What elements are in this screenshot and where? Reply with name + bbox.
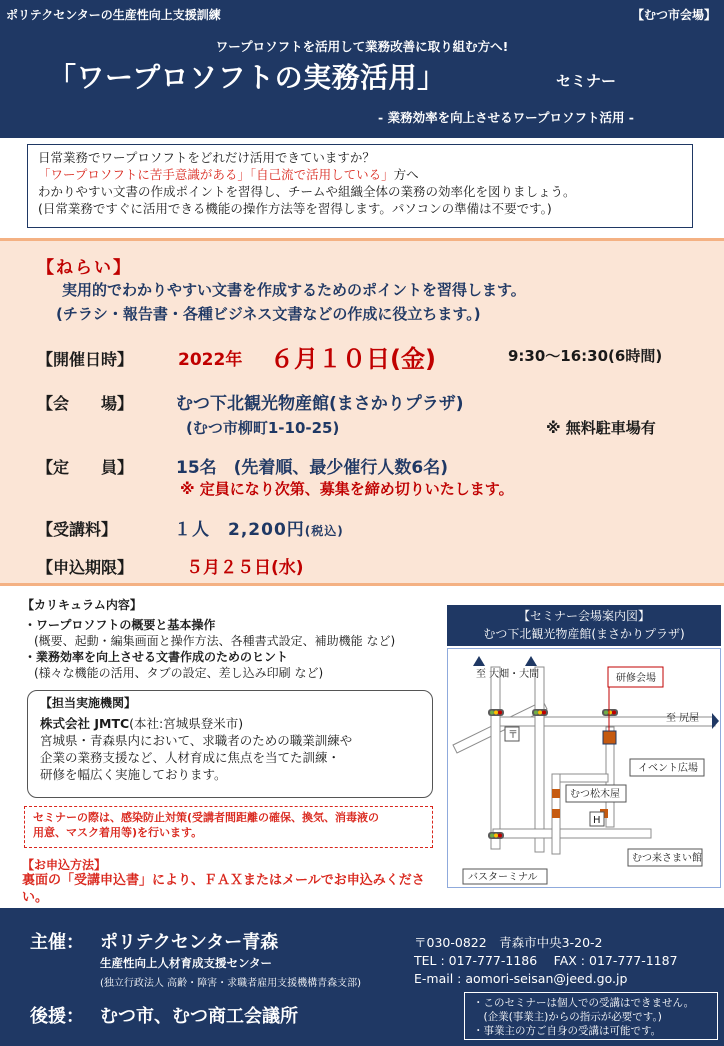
intro-line-2-tail: 方へ <box>393 167 419 182</box>
capacity-label: 【定 員】 <box>37 458 134 477</box>
host-label: 主催： <box>30 932 84 953</box>
curriculum-item-1-detail: (概要、起動・編集画面と操作方法、各種書式設定、補助機能 など) <box>34 634 396 648</box>
label-east: 至 尻屋 <box>666 713 700 724</box>
date-label: 【開催日時】 <box>37 350 134 369</box>
postal-address: 〒030-0822 青森市中央3-20-2 <box>414 935 603 950</box>
footer-note-1: ・このセミナーは個人での受講はできません。 <box>473 997 695 1009</box>
apply-heading: 【お申込方法】 <box>22 858 107 872</box>
label-event: イベント広場 <box>638 763 698 774</box>
map-header <box>447 605 721 646</box>
label-store: むつ松木屋 <box>570 789 620 800</box>
capacity-note: ※ 定員になり次第、募集を締め切りいたします。 <box>180 480 514 498</box>
intro-line-1: 日常業務でワープロソフトをどれだけ活用できていますか？ <box>38 150 375 165</box>
fee-amount: １人 2,200円 <box>174 520 305 540</box>
map-title: 【セミナー会場案内図】 <box>517 609 650 623</box>
header-subtitle: ワープロソフトを活用して業務改善に取り組む方へ! <box>215 39 509 54</box>
organization-box <box>27 690 433 798</box>
venue-label: 【会 場】 <box>37 394 134 413</box>
fee-value <box>174 515 344 540</box>
east-arrow <box>712 713 719 729</box>
deadline-value: ５月２５日(水) <box>186 558 304 578</box>
host-sub-2: (独立行政法人 高齢・障害・求職者雇用支援機構青森支部) <box>100 978 361 989</box>
label-north: 至 大畑・大間 <box>476 669 540 680</box>
road-vertical-west <box>491 667 500 849</box>
date-day: ６月１０日(金) <box>270 345 436 373</box>
venue-map <box>447 648 721 888</box>
road-lower <box>493 829 651 838</box>
venue-tag: 【むつ市会場】 <box>631 8 716 22</box>
curriculum-item-2-detail: (様々な機能の活用、タブの設定、差し込み印刷 など) <box>34 666 324 680</box>
details-section <box>0 238 724 586</box>
tel-fax: TEL : 017-777-1186 FAX : 017-777-1187 <box>414 953 678 968</box>
aim-heading: 【ねらい】 <box>37 258 132 278</box>
organization-heading: 【担当実施機関】 <box>40 696 137 710</box>
curriculum-item-2: ・業務効率を向上させる文書作成のためのヒント <box>24 650 289 664</box>
header-tagline: - 業務効率を向上させるワープロソフト活用 - <box>378 110 634 125</box>
road-connector <box>560 774 608 782</box>
building-2 <box>552 809 560 818</box>
curriculum-heading: 【カリキュラム内容】 <box>22 598 142 612</box>
building-1 <box>552 789 560 798</box>
post-label: 〒 <box>508 730 518 741</box>
intro-highlight: 「ワープロソフトに苦手意識がある」「自己流で活用している」 <box>38 167 394 182</box>
capacity-value: 15名 (先着順、最少催行人数6名) <box>176 458 449 478</box>
north-arrow-2 <box>525 656 537 666</box>
support-name: むつ市、むつ商工会議所 <box>100 1006 298 1027</box>
header-banner <box>0 0 724 138</box>
aim-line-2: (チラシ・報告書・各種ビジネス文書などの作成に役立ちます。) <box>56 305 481 323</box>
deadline-label: 【申込期限】 <box>37 558 134 577</box>
organization-desc-3: 研修を幅広く実施しております。 <box>40 767 227 782</box>
safety-notice <box>24 806 433 848</box>
footer-note <box>464 992 718 1040</box>
fee-label: 【受講料】 <box>37 520 118 539</box>
program-label: ポリテクセンターの生産性向上支援訓練 <box>6 8 221 22</box>
label-kan: むつ来さまい館 <box>632 853 702 864</box>
map-drawing <box>448 649 720 887</box>
date-time: 9:30～16:30(6時間) <box>508 347 663 365</box>
venue-name: むつ下北観光物産館(まさかりプラザ) <box>176 394 464 414</box>
support-label: 後援： <box>30 1006 84 1027</box>
footer-note-3: ・事業主の方ご自身の受講は可能です。 <box>473 1025 662 1037</box>
host-name: ポリテクセンター青森 <box>100 932 279 953</box>
email[interactable]: E-mail : aomori-seisan@jeed.go.jp <box>414 971 628 986</box>
host-sub: 生産性向上人材育成支援センター <box>100 956 273 970</box>
organization-name: 株式会社 JMTC <box>40 716 130 731</box>
parking-note: ※ 無料駐車場有 <box>546 419 656 437</box>
fee-tax: (税込) <box>304 524 344 538</box>
footer-note-2: (企業(事業主)からの指示が必要です。) <box>473 1011 662 1023</box>
road-vertical-center <box>535 667 544 852</box>
aim-line-1: 実用的でわかりやすい文書を作成するためのポイントを習得します。 <box>62 281 526 299</box>
page-title: 「ワープロソフトの実務活用」 <box>48 61 446 94</box>
organization-hq: (本社:宮城県登米市) <box>129 716 244 731</box>
north-arrow <box>473 656 485 666</box>
venue-address: (むつ市柳町1-10-25) <box>186 419 340 437</box>
contact-block <box>414 934 678 988</box>
date-year: 2022年 <box>178 350 243 370</box>
organization-desc-1: 宮城県・青森県内において、求職者のための職業訓練や <box>40 733 353 748</box>
map-subtitle: むつ下北観光物産館(まさかりプラザ) <box>483 627 685 641</box>
safety-line-1: セミナーの際は、感染防止対策(受講者間距離の確保、換気、消毒液の <box>33 811 380 824</box>
venue-marker <box>603 731 616 744</box>
organization-name-line <box>40 715 420 732</box>
apply-text: 裏面の「受講申込書」により、ＦＡＸまたはメールでお申込みください。 <box>22 873 425 905</box>
intro-line-4: (日常業務ですぐに活用できる機能の操作方法等を習得します。パソコンの準備は不要です。) <box>38 201 552 216</box>
intro-line-3: わかりやすい文書の作成ポイントを習得し、チームや組織全体の業務の効率化を図りましょう。 <box>38 184 576 199</box>
intro-line-2 <box>38 166 682 183</box>
footer-banner <box>0 908 724 1046</box>
intro-box <box>27 144 693 228</box>
venue-label: 研修会場 <box>616 673 656 684</box>
label-hotel: H <box>593 815 601 826</box>
curriculum-item-1: ・ワープロソフトの概要と基本操作 <box>24 618 216 632</box>
label-bus: バスターミナル <box>468 872 538 883</box>
page-title-suffix: セミナー <box>556 72 617 90</box>
safety-line-2: 用意、マスク着用等)を行います。 <box>33 826 203 839</box>
organization-desc-2: 企業の業務支援など、人材育成に焦点を当てた訓練・ <box>40 750 341 765</box>
